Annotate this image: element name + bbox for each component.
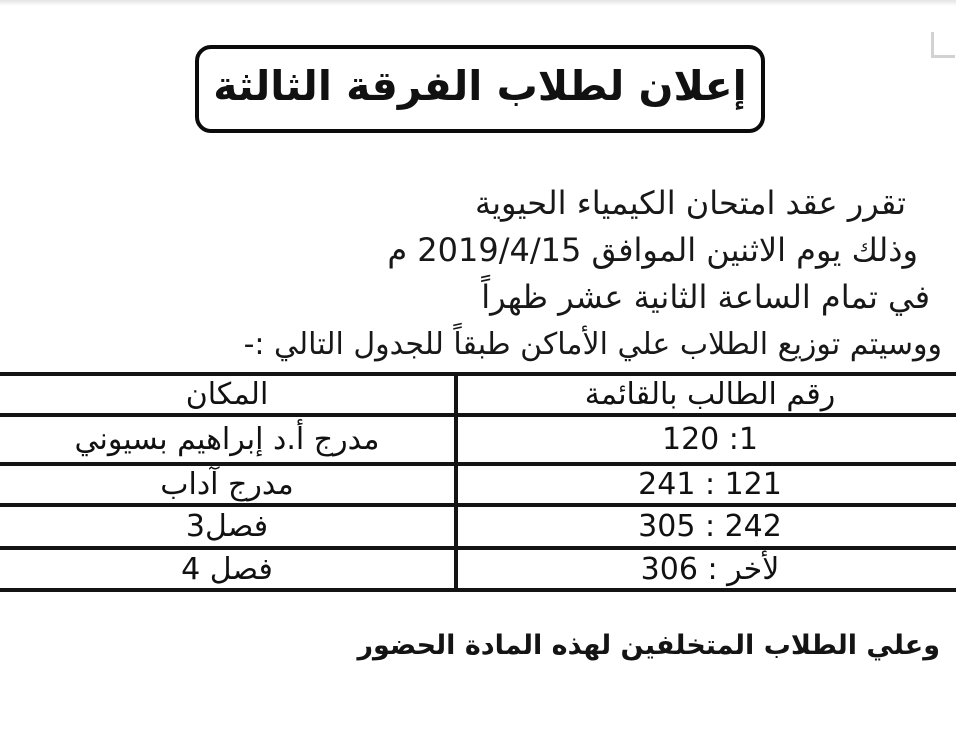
cell-number-range: 121 : 241 <box>456 464 956 505</box>
cell-place: فصل3 <box>0 505 456 548</box>
page-title: إعلان لطلاب الفرقة الثالثة <box>213 62 747 110</box>
title-box <box>195 45 765 133</box>
table-header-row <box>0 374 956 415</box>
body-line-exam-date: وذلك يوم الاثنين الموافق 2019/4/15 م <box>387 231 918 269</box>
cell-number-range: 1: 120 <box>456 415 956 464</box>
announcement-body <box>0 180 942 368</box>
cell-place: فصل 4 <box>0 548 456 590</box>
table-row <box>0 505 956 548</box>
header-student-number: رقم الطالب بالقائمة <box>456 374 956 415</box>
cell-place: مدرج أ.د إبراهيم بسيوني <box>0 415 456 464</box>
body-line-exam-subject: تقرر عقد امتحان الكيمياء الحيوية <box>474 184 906 222</box>
table-row <box>0 548 956 590</box>
page-corner-mark <box>931 32 955 58</box>
body-line-exam-time: في تمام الساعة الثانية عشر ظهراً <box>481 278 930 316</box>
seating-table <box>0 372 956 592</box>
table-row <box>0 464 956 505</box>
cell-number-range: لأخر : 306 <box>456 548 956 590</box>
scan-edge-shadow <box>0 0 956 6</box>
cell-place: مدرج آداب <box>0 464 456 505</box>
table-row <box>0 415 956 464</box>
body-line-table-intro: ووسيتم توزيع الطلاب علي الأماكن طبقاً للجدول التالي :- <box>243 327 942 362</box>
header-place: المكان <box>0 374 456 415</box>
cell-number-range: 242 : 305 <box>456 505 956 548</box>
attendance-note: وعلي الطلاب المتخلفين لهذه المادة الحضور <box>357 630 940 661</box>
